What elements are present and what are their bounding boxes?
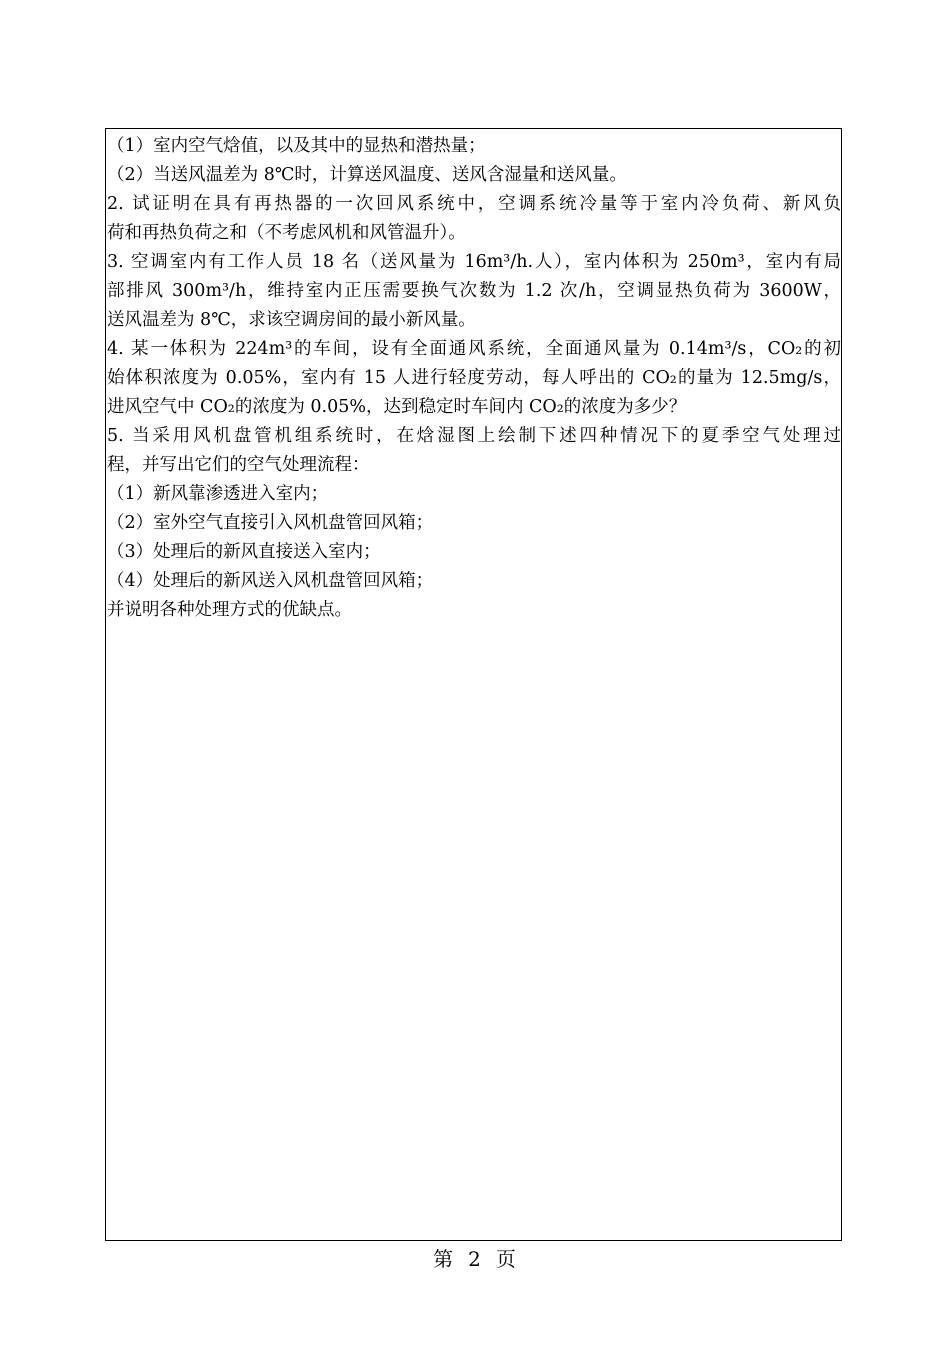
text-line: 5. 当采用风机盘管机组系统时，在焓湿图上绘制下述四种情况下的夏季空气处理过 xyxy=(107,426,841,446)
text-line: 进风空气中 CO₂的浓度为 0.05%，达到稳定时车间内 CO₂的浓度为多少？ xyxy=(107,397,687,417)
text-line: （3）处理后的新风直接送入室内； xyxy=(107,542,381,562)
text-line: 送风温差为 8℃，求该空调房间的最小新风量。 xyxy=(107,310,476,330)
text-line: 程，并写出它们的空气处理流程： xyxy=(107,455,370,475)
page-label-suffix: 页 xyxy=(495,1247,517,1271)
text-line: 2. 试证明在具有再热器的一次回风系统中，空调系统冷量等于室内冷负荷、新风负 xyxy=(107,194,841,214)
text-line: 始体积浓度为 0.05%，室内有 15 人进行轻度劳动，每人呼出的 CO₂的量为 12.5mg/s， xyxy=(107,368,841,388)
document-body xyxy=(107,132,841,625)
text-line: （1）室内空气焓值，以及其中的显热和潜热量； xyxy=(107,136,486,156)
text-line: 部排风 300m³/h，维持室内正压需要换气次数为 1.2 次/h，空调显热负荷为 3600W， xyxy=(107,281,841,301)
page-label-prefix: 第 xyxy=(433,1247,455,1271)
text-line: 荷和再热负荷之和（不考虑风机和风管温升）。 xyxy=(107,223,466,243)
text-line: （1）新风靠渗透进入室内； xyxy=(107,484,329,504)
text-line: （2）室外空气直接引入风机盘管回风箱； xyxy=(107,513,434,533)
page-number: 2 xyxy=(468,1247,482,1271)
text-line: （2）当送风温差为 8℃时，计算送风温度、送风含湿量和送风量。 xyxy=(107,165,627,185)
text-line: 4. 某一体积为 224m³的车间，设有全面通风系统，全面通风量为 0.14m³/s，CO₂的初 xyxy=(107,339,841,359)
page-number-footer xyxy=(0,1245,950,1273)
text-line: 3. 空调室内有工作人员 18 名（送风量为 16m³/h.人），室内体积为 250m³，室内有局 xyxy=(107,252,841,272)
text-line: （4）处理后的新风送入风机盘管回风箱； xyxy=(107,571,434,591)
text-line: 并说明各种处理方式的优缺点。 xyxy=(107,600,352,620)
